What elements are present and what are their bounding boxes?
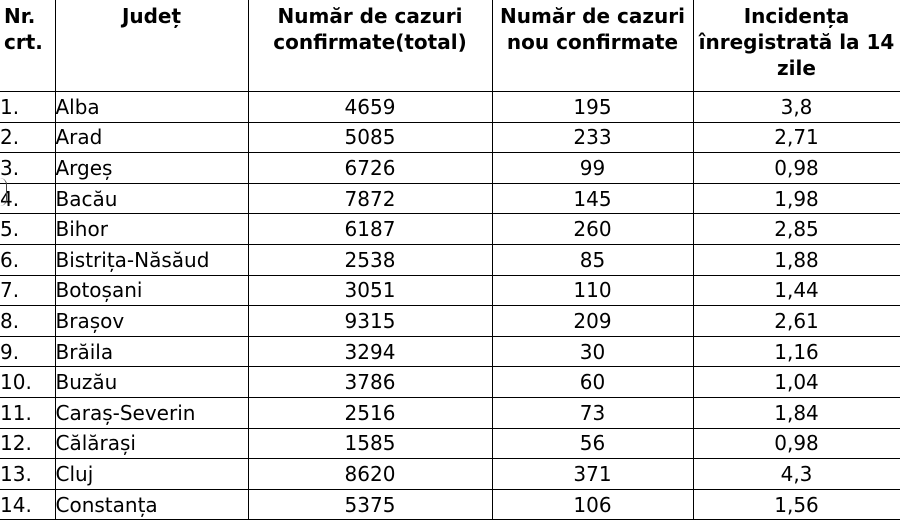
cell-new-cases: 110 (492, 275, 693, 306)
cell-nr: 6. (0, 244, 55, 275)
cell-nr: 14. (0, 489, 55, 520)
cell-total-cases: 2516 (248, 397, 492, 428)
cell-total-cases: 3294 (248, 336, 492, 367)
cell-total-cases: 6726 (248, 153, 492, 184)
table-row (0, 214, 900, 245)
cell-new-cases: 209 (492, 306, 693, 337)
cell-county: Alba (55, 92, 248, 123)
header-row (0, 0, 900, 92)
header-county: Județ (55, 0, 248, 92)
cell-nr: 10. (0, 367, 55, 398)
cell-new-cases: 85 (492, 244, 693, 275)
cell-county: Brăila (55, 336, 248, 367)
cell-nr: 7. (0, 275, 55, 306)
cell-nr: 8. (0, 306, 55, 337)
cell-total-cases: 5085 (248, 122, 492, 153)
cell-total-cases: 7872 (248, 183, 492, 214)
cell-nr: 2. (0, 122, 55, 153)
cell-incidence: 1,16 (693, 336, 900, 367)
cell-incidence: 0,98 (693, 153, 900, 184)
header-nr: Nr. crt. (0, 0, 55, 92)
table-row (0, 459, 900, 490)
table-row (0, 367, 900, 398)
cell-county: Călărași (55, 428, 248, 459)
cell-incidence: 3,8 (693, 92, 900, 123)
cell-county: Brașov (55, 306, 248, 337)
cell-incidence: 1,84 (693, 397, 900, 428)
cell-nr: 5. (0, 214, 55, 245)
table-row (0, 183, 900, 214)
header-incidence: Incidența înregistrată la 14 zile (693, 0, 900, 92)
cell-new-cases: 145 (492, 183, 693, 214)
cell-total-cases: 4659 (248, 92, 492, 123)
cell-total-cases: 1585 (248, 428, 492, 459)
cell-total-cases: 3786 (248, 367, 492, 398)
cell-total-cases: 5375 (248, 489, 492, 520)
cell-incidence: 4,3 (693, 459, 900, 490)
cell-county: Bistrița-Năsăud (55, 244, 248, 275)
cell-incidence: 2,71 (693, 122, 900, 153)
table-row (0, 122, 900, 153)
table-row (0, 306, 900, 337)
scan-artifact (0, 178, 7, 206)
table-row (0, 489, 900, 520)
table-row (0, 244, 900, 275)
cell-incidence: 1,04 (693, 367, 900, 398)
cell-total-cases: 2538 (248, 244, 492, 275)
cell-total-cases: 9315 (248, 306, 492, 337)
table-body (0, 92, 900, 520)
cell-incidence: 1,88 (693, 244, 900, 275)
cell-county: Cluj (55, 459, 248, 490)
cell-nr: 9. (0, 336, 55, 367)
table-row (0, 275, 900, 306)
cell-nr: 4. (0, 183, 55, 214)
cell-nr: 13. (0, 459, 55, 490)
cell-incidence: 1,56 (693, 489, 900, 520)
cell-new-cases: 56 (492, 428, 693, 459)
cell-total-cases: 8620 (248, 459, 492, 490)
cell-new-cases: 99 (492, 153, 693, 184)
cell-new-cases: 30 (492, 336, 693, 367)
cell-new-cases: 371 (492, 459, 693, 490)
table-row (0, 92, 900, 123)
cell-new-cases: 233 (492, 122, 693, 153)
cell-nr: 3. (0, 153, 55, 184)
cell-new-cases: 73 (492, 397, 693, 428)
cell-nr: 12. (0, 428, 55, 459)
cell-nr: 1. (0, 92, 55, 123)
cell-total-cases: 3051 (248, 275, 492, 306)
table-row (0, 153, 900, 184)
cell-incidence: 2,61 (693, 306, 900, 337)
table-row (0, 428, 900, 459)
cell-county: Botoșani (55, 275, 248, 306)
cell-county: Bihor (55, 214, 248, 245)
cell-incidence: 1,44 (693, 275, 900, 306)
table-row (0, 397, 900, 428)
cell-county: Argeș (55, 153, 248, 184)
cell-incidence: 2,85 (693, 214, 900, 245)
cell-new-cases: 260 (492, 214, 693, 245)
cell-total-cases: 6187 (248, 214, 492, 245)
header-new-cases: Număr de cazuri nou confirmate (492, 0, 693, 92)
cell-county: Caraș-Severin (55, 397, 248, 428)
cell-county: Bacău (55, 183, 248, 214)
cell-county: Buzău (55, 367, 248, 398)
cell-nr: 11. (0, 397, 55, 428)
cell-new-cases: 195 (492, 92, 693, 123)
table-row (0, 336, 900, 367)
cell-incidence: 0,98 (693, 428, 900, 459)
cell-county: Constanța (55, 489, 248, 520)
cell-new-cases: 106 (492, 489, 693, 520)
cell-incidence: 1,98 (693, 183, 900, 214)
cell-county: Arad (55, 122, 248, 153)
header-total-cases: Număr de cazuri confirmate(total) (248, 0, 492, 92)
cell-new-cases: 60 (492, 367, 693, 398)
